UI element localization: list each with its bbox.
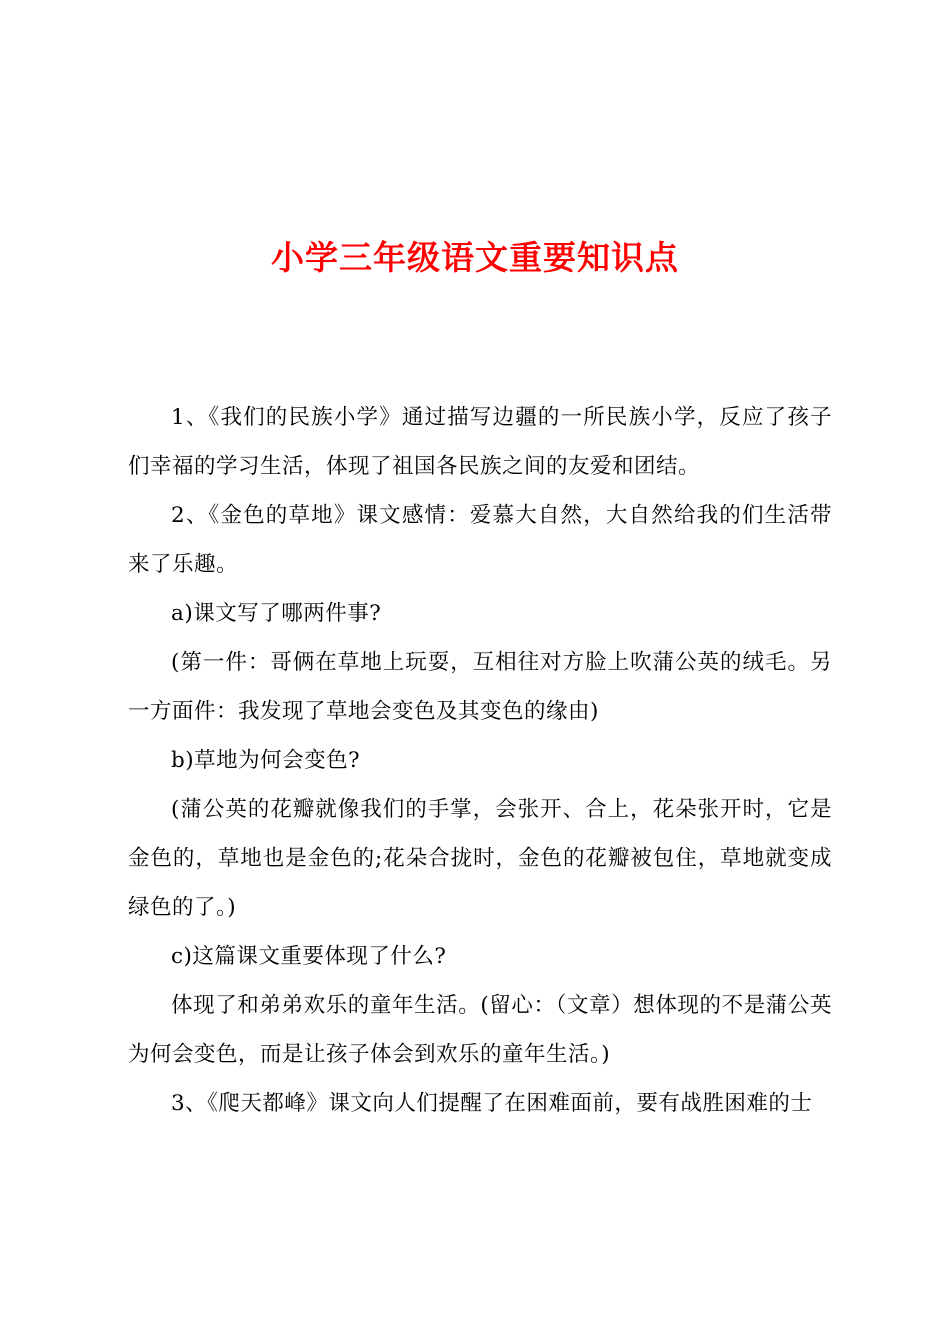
answer-a: (第一件：哥俩在草地上玩耍，互相往对方脸上吹蒲公英的绒毛。另一方面件：我发现了草地会变色及其变色的缘由) — [128, 650, 832, 724]
answer-c: 体现了和弟弟欢乐的童年生活。(留心：（文章）想体现的不是蒲公英为何会变色，而是让孩子体会到欢乐的童年生活。) — [128, 993, 832, 1067]
document-body — [128, 393, 832, 1128]
answer-b: (蒲公英的花瓣就像我们的手掌，会张开、合上，花朵张开时，它是金色的，草地也是金色的;花朵合拢时，金色的花瓣被包住，草地就变成绿色的了。) — [128, 797, 832, 920]
paragraph-2: 2、《金色的草地》课文感情：爱慕大自然，大自然给我的们生活带来了乐趣。 — [128, 503, 832, 577]
question-c: c)这篇课文重要体现了什么? — [171, 944, 447, 969]
question-b: b)草地为何会变色? — [171, 748, 361, 773]
paragraph-3: 3、《爬天都峰》课文向人们提醒了在困难面前，要有战胜困难的士 — [171, 1091, 813, 1116]
question-a: a)课文写了哪两件事? — [171, 601, 382, 626]
paragraph-1: 1、《我们的民族小学》通过描写边疆的一所民族小学，反应了孩子们幸福的学习生活，体现了祖国各民族之间的友爱和团结。 — [128, 405, 832, 479]
document-title: 小学三年级语文重要知识点 — [271, 238, 679, 278]
